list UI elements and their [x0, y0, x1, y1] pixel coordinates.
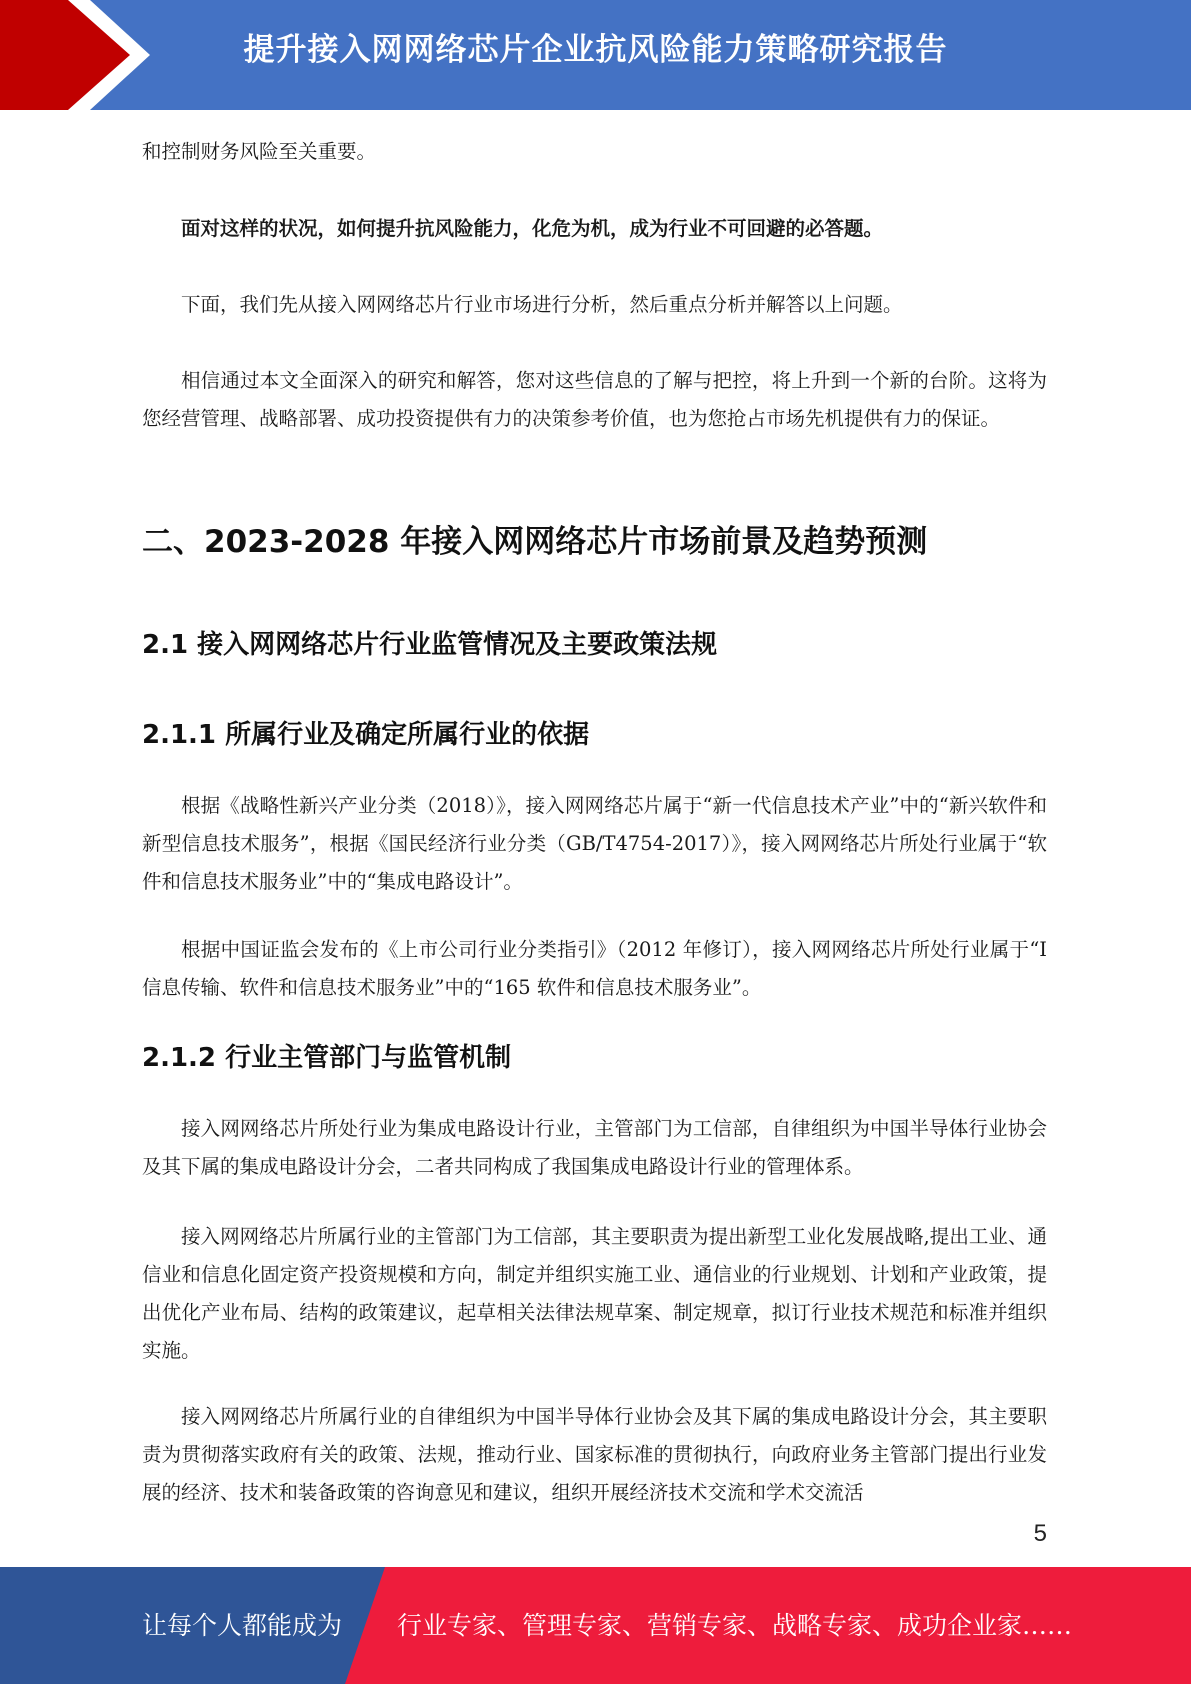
report-title: 提升接入网网络芯片企业抗风险能力策略研究报告 [243, 32, 948, 68]
footer-slogan-left: 让每个人都能成为 [142, 1611, 343, 1640]
bold-paragraph: 面对这样的状况，如何提升抗风险能力，化危为机，成为行业不可回避的必答题。 [181, 217, 884, 240]
subsubsection-heading: 2.1.2 行业主管部门与监管机制 [142, 1043, 512, 1073]
paragraph: 根据中国证监会发布的《上市公司行业分类指引》（2012 年修订），接入网网络芯片所处行业属于“I 信息传输、软件和信息技术服务业”中的“165 软件和信息技术服务业”。 [142, 938, 1047, 999]
subsection-heading: 2.1 接入网网络芯片行业监管情况及主要政策法规 [142, 630, 718, 660]
footer-slogan-right: 行业专家、管理专家、营销专家、战略专家、成功企业家…… [397, 1611, 1073, 1640]
paragraph: 和控制财务风险至关重要。 [142, 140, 377, 163]
paragraph: 相信通过本文全面深入的研究和解答，您对这些信息的了解与把控，将上升到一个新的台阶。这将为您经营管理、战略部署、成功投资提供有力的决策参考价值，也为您抢占市场先机提供有力的保证。 [142, 369, 1047, 430]
paragraph: 接入网网络芯片所属行业的主管部门为工信部，其主要职责为提出新型工业化发展战略,提出工业、通信业和信息化固定资产投资规模和方向，制定并组织实施工业、通信业的行业规划、计划和产业政策，提出优化产业布局、结构的政策建议，起草相关法律法规草案、制定规章，拟订行业技术规范和标准并组织实施。 [142, 1225, 1047, 1362]
section-heading: 二、2023-2028 年接入网网络芯片市场前景及趋势预测 [142, 524, 928, 560]
paragraph: 接入网网络芯片所属行业的自律组织为中国半导体行业协会及其下属的集成电路设计分会，其主要职责为贯彻落实政府有关的政策、法规，推动行业、国家标准的贯彻执行，向政府业务主管部门提出行业发展的经济、技术和装备政策的咨询意见和建议，组织开展经济技术交流和学术交流活 [142, 1405, 1047, 1504]
paragraph: 接入网网络芯片所处行业为集成电路设计行业，主管部门为工信部，自律组织为中国半导体行业协会及其下属的集成电路设计分会，二者共同构成了我国集成电路设计行业的管理体系。 [142, 1117, 1047, 1178]
page-header [0, 0, 1191, 110]
paragraph: 下面，我们先从接入网网络芯片行业市场进行分析，然后重点分析并解答以上问题。 [181, 293, 903, 316]
page-footer [0, 1567, 1191, 1684]
subsubsection-heading: 2.1.1 所属行业及确定所属行业的依据 [142, 720, 590, 750]
paragraph: 根据《战略性新兴产业分类（2018）》，接入网网络芯片属于“新一代信息技术产业”中的“新兴软件和新型信息技术服务”，根据《国民经济行业分类（GB/T4754-2017）》，接入网网络芯片所处行业属于“软件和信息技术服务业”中的“集成电路设计”。 [142, 794, 1047, 893]
page-number: 5 [1033, 1520, 1047, 1547]
